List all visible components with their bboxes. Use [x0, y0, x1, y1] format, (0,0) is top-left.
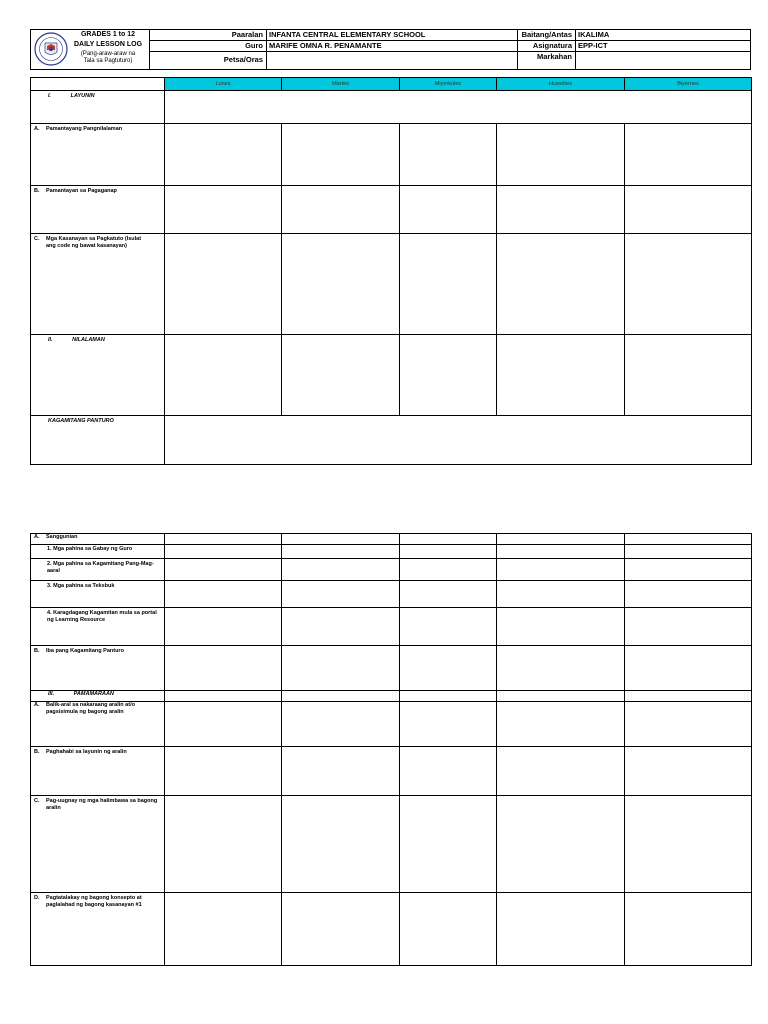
table-row: [31, 124, 752, 186]
asignatura-label: Asignatura: [532, 41, 572, 50]
asignatura-value: EPP-ICT: [578, 41, 608, 50]
paaralan-value: INFANTA CENTRAL ELEMENTARY SCHOOL: [269, 30, 426, 39]
sanggunian-label: Sanggunian: [46, 534, 78, 540]
paaralan-label: Paaralan: [231, 30, 263, 39]
nilalaman-row: [31, 335, 752, 416]
layunin-row: [31, 91, 752, 124]
table-row: [31, 646, 752, 691]
layunin-label: LAYUNIN: [70, 93, 95, 99]
kagamitan-label: KAGAMITANG PANTURO: [31, 416, 165, 465]
title-line3: (Pang-araw-araw na: [80, 51, 136, 57]
title-line4: Tala sa Pagtuturo): [83, 58, 133, 64]
nilalaman-label: NILALAMAN: [72, 337, 105, 343]
title-line2: DAILY LESSON LOG: [73, 41, 143, 48]
pamamaraan-label: PAMAMARAAN: [73, 691, 114, 697]
table-row: [31, 534, 752, 545]
table-row: [31, 581, 752, 608]
baitang-value: IKALIMA: [578, 30, 610, 39]
iba-label: Iba pang Kagamitang Panturo: [46, 648, 124, 654]
baitang-label: Baitang/Antas: [521, 30, 572, 39]
row-key: B.: [34, 749, 40, 755]
layunin-num: I.: [48, 93, 52, 99]
row-key: C.: [34, 798, 40, 804]
row-key: A.: [34, 126, 40, 132]
pamamaraan-num: III.: [48, 691, 55, 697]
nilalaman-num: II.: [48, 337, 53, 343]
table-row: [31, 608, 752, 646]
day-lunes: Lunes: [165, 78, 282, 91]
s3-label: 3. Mga pahina sa Teksbuk: [31, 581, 165, 608]
table-row: [31, 545, 752, 559]
table-row: [31, 893, 752, 966]
header-block: [30, 29, 751, 70]
table-row: [31, 702, 752, 747]
lesson-log-table-part2: [30, 533, 752, 966]
pd-label: Pagtatalakay ng bagong konsepto at paglalahad ng bagong kasanayan #1: [46, 895, 142, 908]
deped-seal-logo: [34, 32, 68, 66]
row-b-label: Pamantayan sa Pagaganap: [46, 188, 117, 194]
row-key: C.: [34, 236, 40, 242]
s1-label: 1. Mga pahina sa Gabay ng Guro: [31, 545, 165, 559]
kagamitan-cell[interactable]: [165, 416, 752, 465]
guro-value: MARIFE OMNA R. PENAMANTE: [269, 41, 382, 50]
pamamaraan-row: [31, 691, 752, 702]
markahan-label: Markahan: [536, 52, 572, 61]
table-row: [31, 559, 752, 581]
row-key: A.: [34, 534, 40, 540]
day-biyernes: Biyernes: [625, 78, 752, 91]
row-key: B.: [34, 188, 40, 194]
table-row: [31, 796, 752, 893]
s2-label: 2. Mga pahina sa Kagamitang Pang-Mag-aaral: [31, 559, 165, 581]
table-row: [31, 747, 752, 796]
row-key: A.: [34, 702, 40, 708]
title-line1: GRADES 1 to 12: [80, 31, 136, 38]
s4-label: 4. Karagdagang Kagamitan mula sa portal ng Learning Resource: [31, 608, 165, 646]
lesson-log-table-part1: [30, 77, 752, 465]
day-header-row: [31, 78, 752, 91]
row-key: D.: [34, 895, 40, 901]
pc-label: Pag-uugnay ng mga halimbawa sa bagong aralin: [46, 798, 158, 811]
day-martes: Martes: [282, 78, 400, 91]
row-key: B.: [34, 648, 40, 654]
row-c-label: Mga Kasanayan sa Pagkatuto (Isulat ang code ng bawat kasanayan): [46, 236, 142, 249]
table-row: [31, 186, 752, 234]
kagamitan-row: [31, 416, 752, 465]
row-a-label: Pamantayang Pangnilalaman: [46, 126, 123, 132]
petsa-label: Petsa/Oras: [223, 55, 263, 64]
pa-label: Balik-aral sa nakaraang aralin at/o pagsisimula ng bagong aralin: [46, 702, 135, 715]
day-huwebes: Huwebes: [497, 78, 625, 91]
pb-label: Paghahabi sa layunin ng aralin: [46, 749, 127, 755]
table-row: [31, 234, 752, 335]
layunin-cell[interactable]: [165, 91, 752, 124]
guro-label: Guro: [245, 41, 263, 50]
day-miyerkules: Miyerkules: [400, 78, 497, 91]
